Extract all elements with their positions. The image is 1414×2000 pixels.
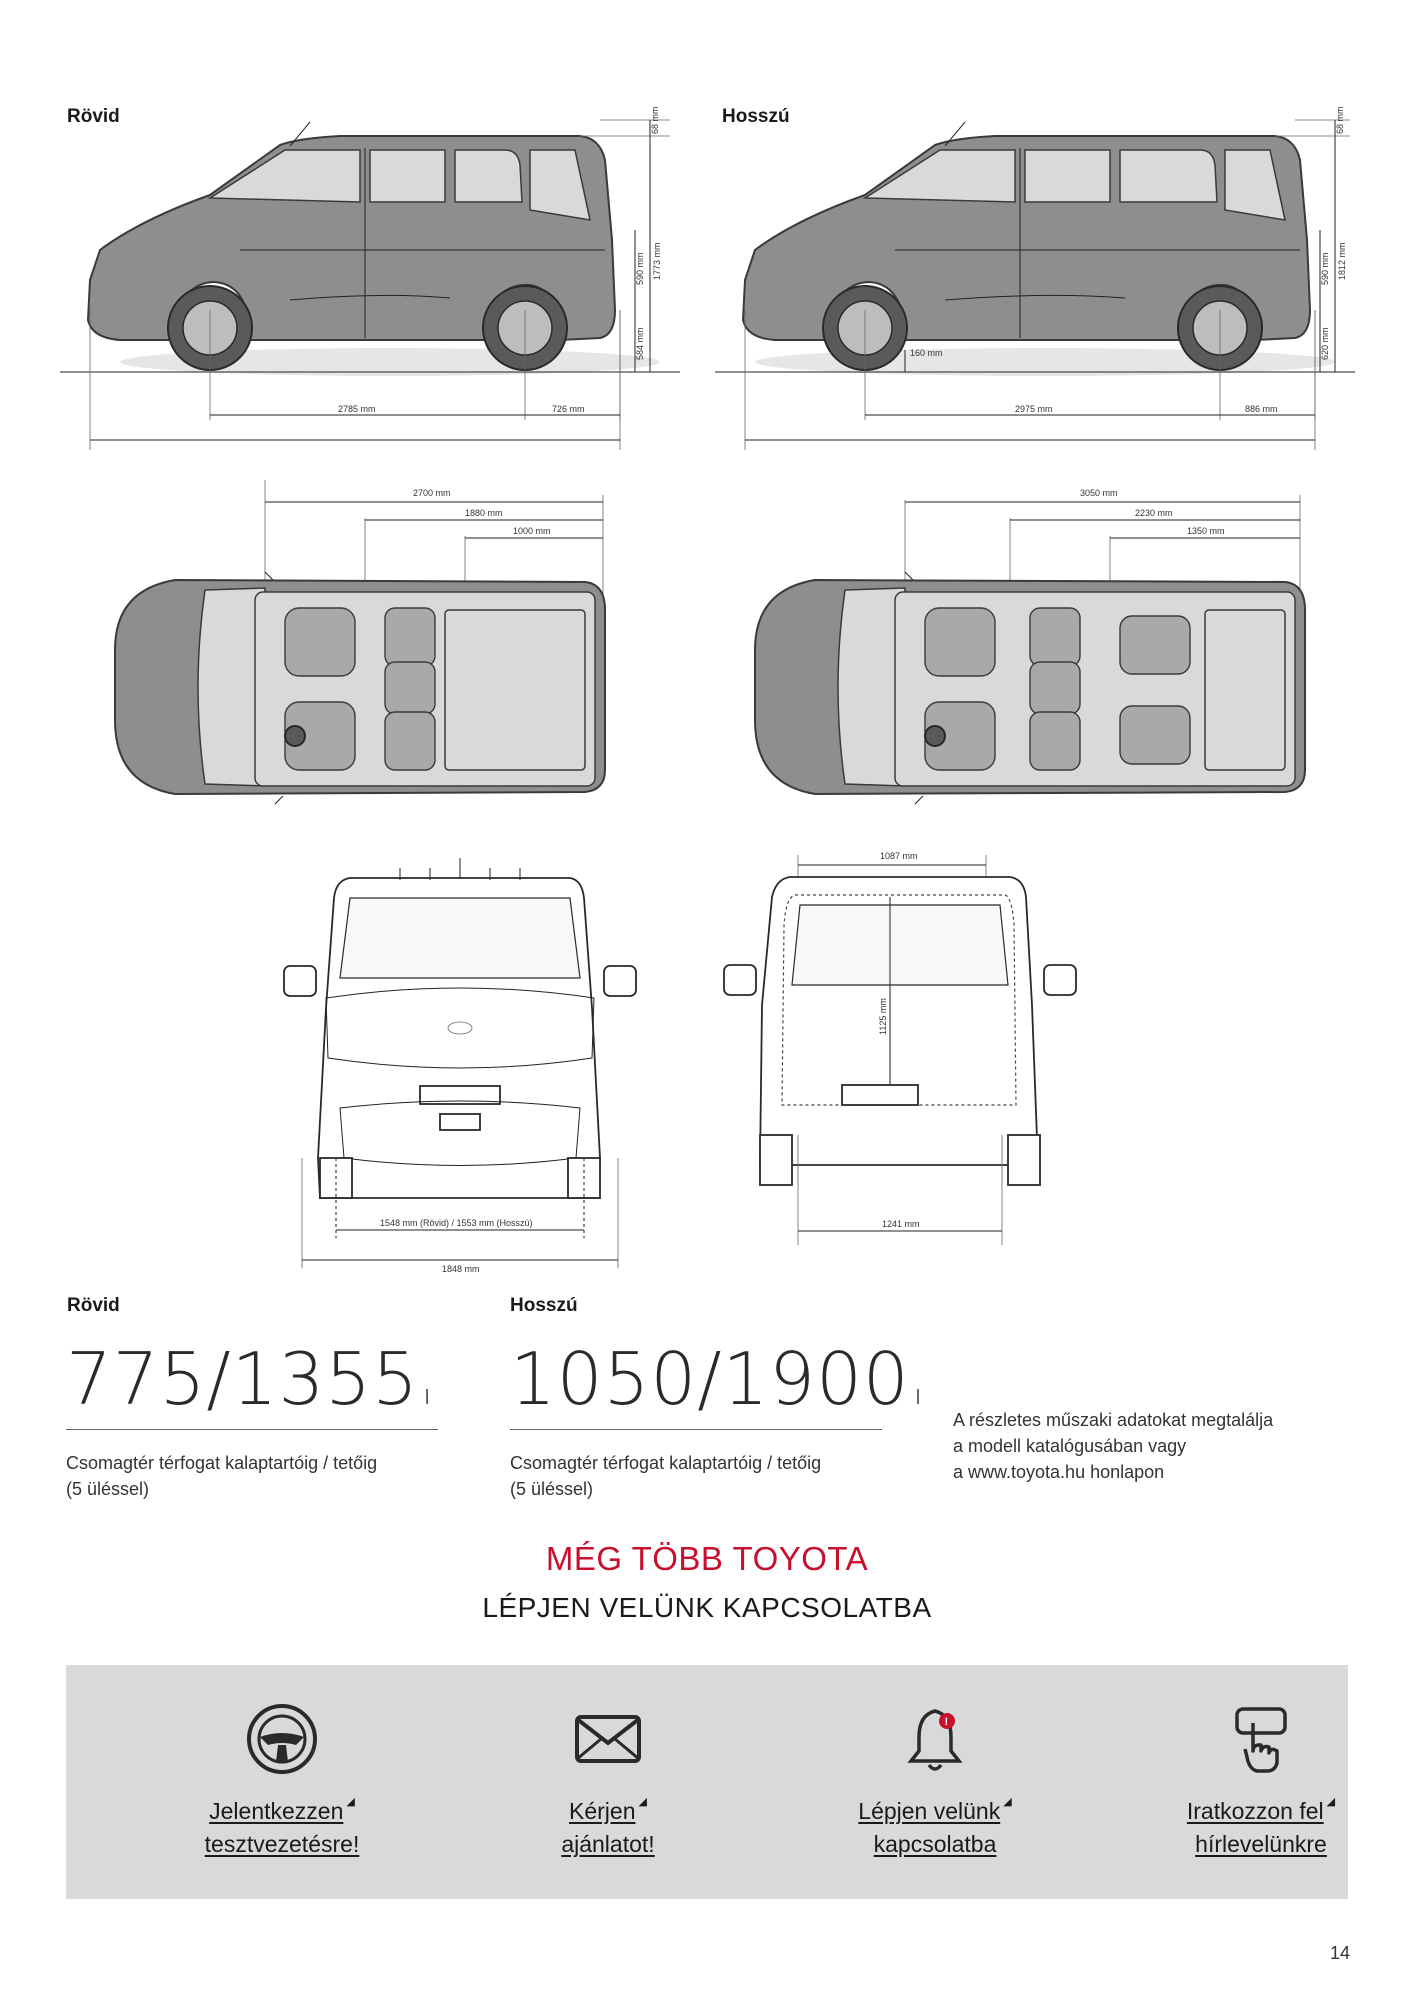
long-wheelbase-dim: 2975 mm [1015,404,1053,414]
short-rear-overhang-dim: 726 mm [552,404,585,414]
front-view-drawing [280,858,640,1278]
contact-contact-line1: Lépjen velünk [858,1798,1001,1824]
contact-contact-line2: kapcsolatba [873,1831,997,1858]
volume-long-desc-line1: Csomagtér térfogat kalaptartóig / tetőig [510,1453,822,1473]
info-line-2: a modell katalógusában vagy [953,1436,1187,1457]
volume-short-figure [66,1337,438,1421]
volume-short-desc-line1: Csomagtér térfogat kalaptartóig / tetőig [66,1453,378,1473]
long-roof-dim: 68 mm [1335,106,1345,134]
volume-long-figure [510,1337,921,1421]
contact-link-contact[interactable] [775,1795,1095,1862]
volume-long-desc-line2: (5 üléssel) [510,1479,594,1500]
long-rear-height-dim: 590 mm [1320,252,1330,285]
contact-item-newsletter[interactable] [1101,1665,1414,1899]
rear-opening-width-dim: 1087 mm [880,851,918,861]
short-roof-dim: 68 mm [650,106,660,134]
link-arrow-icon: ◢ [638,1796,647,1808]
contact-offer-line1: Kérjen [569,1798,636,1824]
long-top-dim-2: 2230 mm [1135,508,1173,518]
short-wheelbase-dim: 2785 mm [338,404,376,414]
long-ground-dim: 620 mm [1320,327,1330,360]
link-arrow-icon: ◢ [346,1796,355,1808]
volume-long-rule [510,1429,882,1430]
contact-link-test-drive[interactable] [122,1795,442,1862]
short-ground-dim: 584 mm [635,327,645,360]
long-clearance-dim: 160 mm [910,348,943,358]
rear-opening-height-dim: 1125 mm [878,998,888,1035]
long-top-dim-3: 1350 mm [1187,526,1225,536]
short-top-dim-2: 1880 mm [465,508,503,518]
volume-short-description [66,1450,438,1502]
info-line-3: a www.toyota.hu honlapon [953,1462,1165,1483]
long-side-label: Hosszú [722,106,790,127]
contact-item-test-drive[interactable] [122,1665,442,1899]
contact-test-drive-line1: Jelentkezzen [209,1798,344,1824]
svg-text:!: ! [944,1716,949,1728]
short-top-dim-1: 2700 mm [413,488,451,498]
volume-short-desc-line2: (5 üléssel) [66,1479,150,1500]
contact-link-offer[interactable] [448,1795,768,1862]
long-rear-overhang-dim: 886 mm [1245,404,1278,414]
short-rear-height-dim: 590 mm [635,252,645,285]
page-number: 14 [1329,1943,1350,1963]
volume-long-value: 1050/1900 [510,1337,910,1421]
short-top-dim-3: 1000 mm [513,526,551,536]
envelope-icon [573,1701,643,1777]
overall-width-dim: 1848 mm [442,1264,480,1274]
volume-short-unit: l [424,1387,430,1409]
headline-subtitle: LÉPJEN VELÜNK KAPCSOLATBA [482,1592,932,1623]
info-line-1: A részletes műszaki adatokat megtalálja [953,1410,1274,1430]
touch-hand-icon [1231,1701,1291,1777]
contact-offer-line2: ajánlatot! [561,1831,655,1858]
short-side-label: Rövid [67,106,120,127]
volume-long-description [510,1450,882,1502]
rear-floor-width-dim: 1241 mm [882,1219,920,1229]
short-top-view-drawing [95,480,615,820]
front-track-dim: 1548 mm (Rövid) / 1553 mm (Hosszú) [380,1218,533,1228]
volume-long-block [510,1337,921,1502]
volume-short-value: 775/1355 [66,1337,419,1421]
long-top-view-drawing [735,480,1315,820]
contact-item-contact[interactable] [775,1665,1095,1899]
contact-newsletter-line2: hírlevelünkre [1195,1831,1327,1858]
contact-test-drive-line2: tesztvezetésre! [204,1831,360,1858]
contact-newsletter-line1: Iratkozzon fel [1186,1798,1324,1824]
contact-item-offer[interactable] [448,1665,768,1899]
bell-icon [905,1701,965,1777]
long-top-dim-1: 3050 mm [1080,488,1118,498]
rear-view-drawing [720,835,1080,1235]
link-arrow-icon: ◢ [1326,1796,1336,1808]
info-text [953,1407,1353,1485]
link-arrow-icon: ◢ [1003,1796,1012,1808]
headline-title: MÉG TÖBB TOYOTA [545,1540,869,1577]
contact-link-newsletter[interactable] [1101,1795,1414,1862]
steering-wheel-icon [244,1701,320,1777]
long-side-view-drawing [715,106,1355,450]
long-total-height-dim: 1812 mm [1337,242,1347,280]
volume-long-unit: l [915,1387,921,1409]
short-side-view-drawing [60,106,680,450]
volume-long-label: Hosszú [510,1295,578,1316]
volume-short-rule [66,1429,438,1430]
contact-panel [66,1665,1348,1899]
volume-short-block [66,1337,438,1502]
short-total-height-dim: 1773 mm [652,242,662,280]
volume-short-label: Rövid [67,1295,120,1316]
